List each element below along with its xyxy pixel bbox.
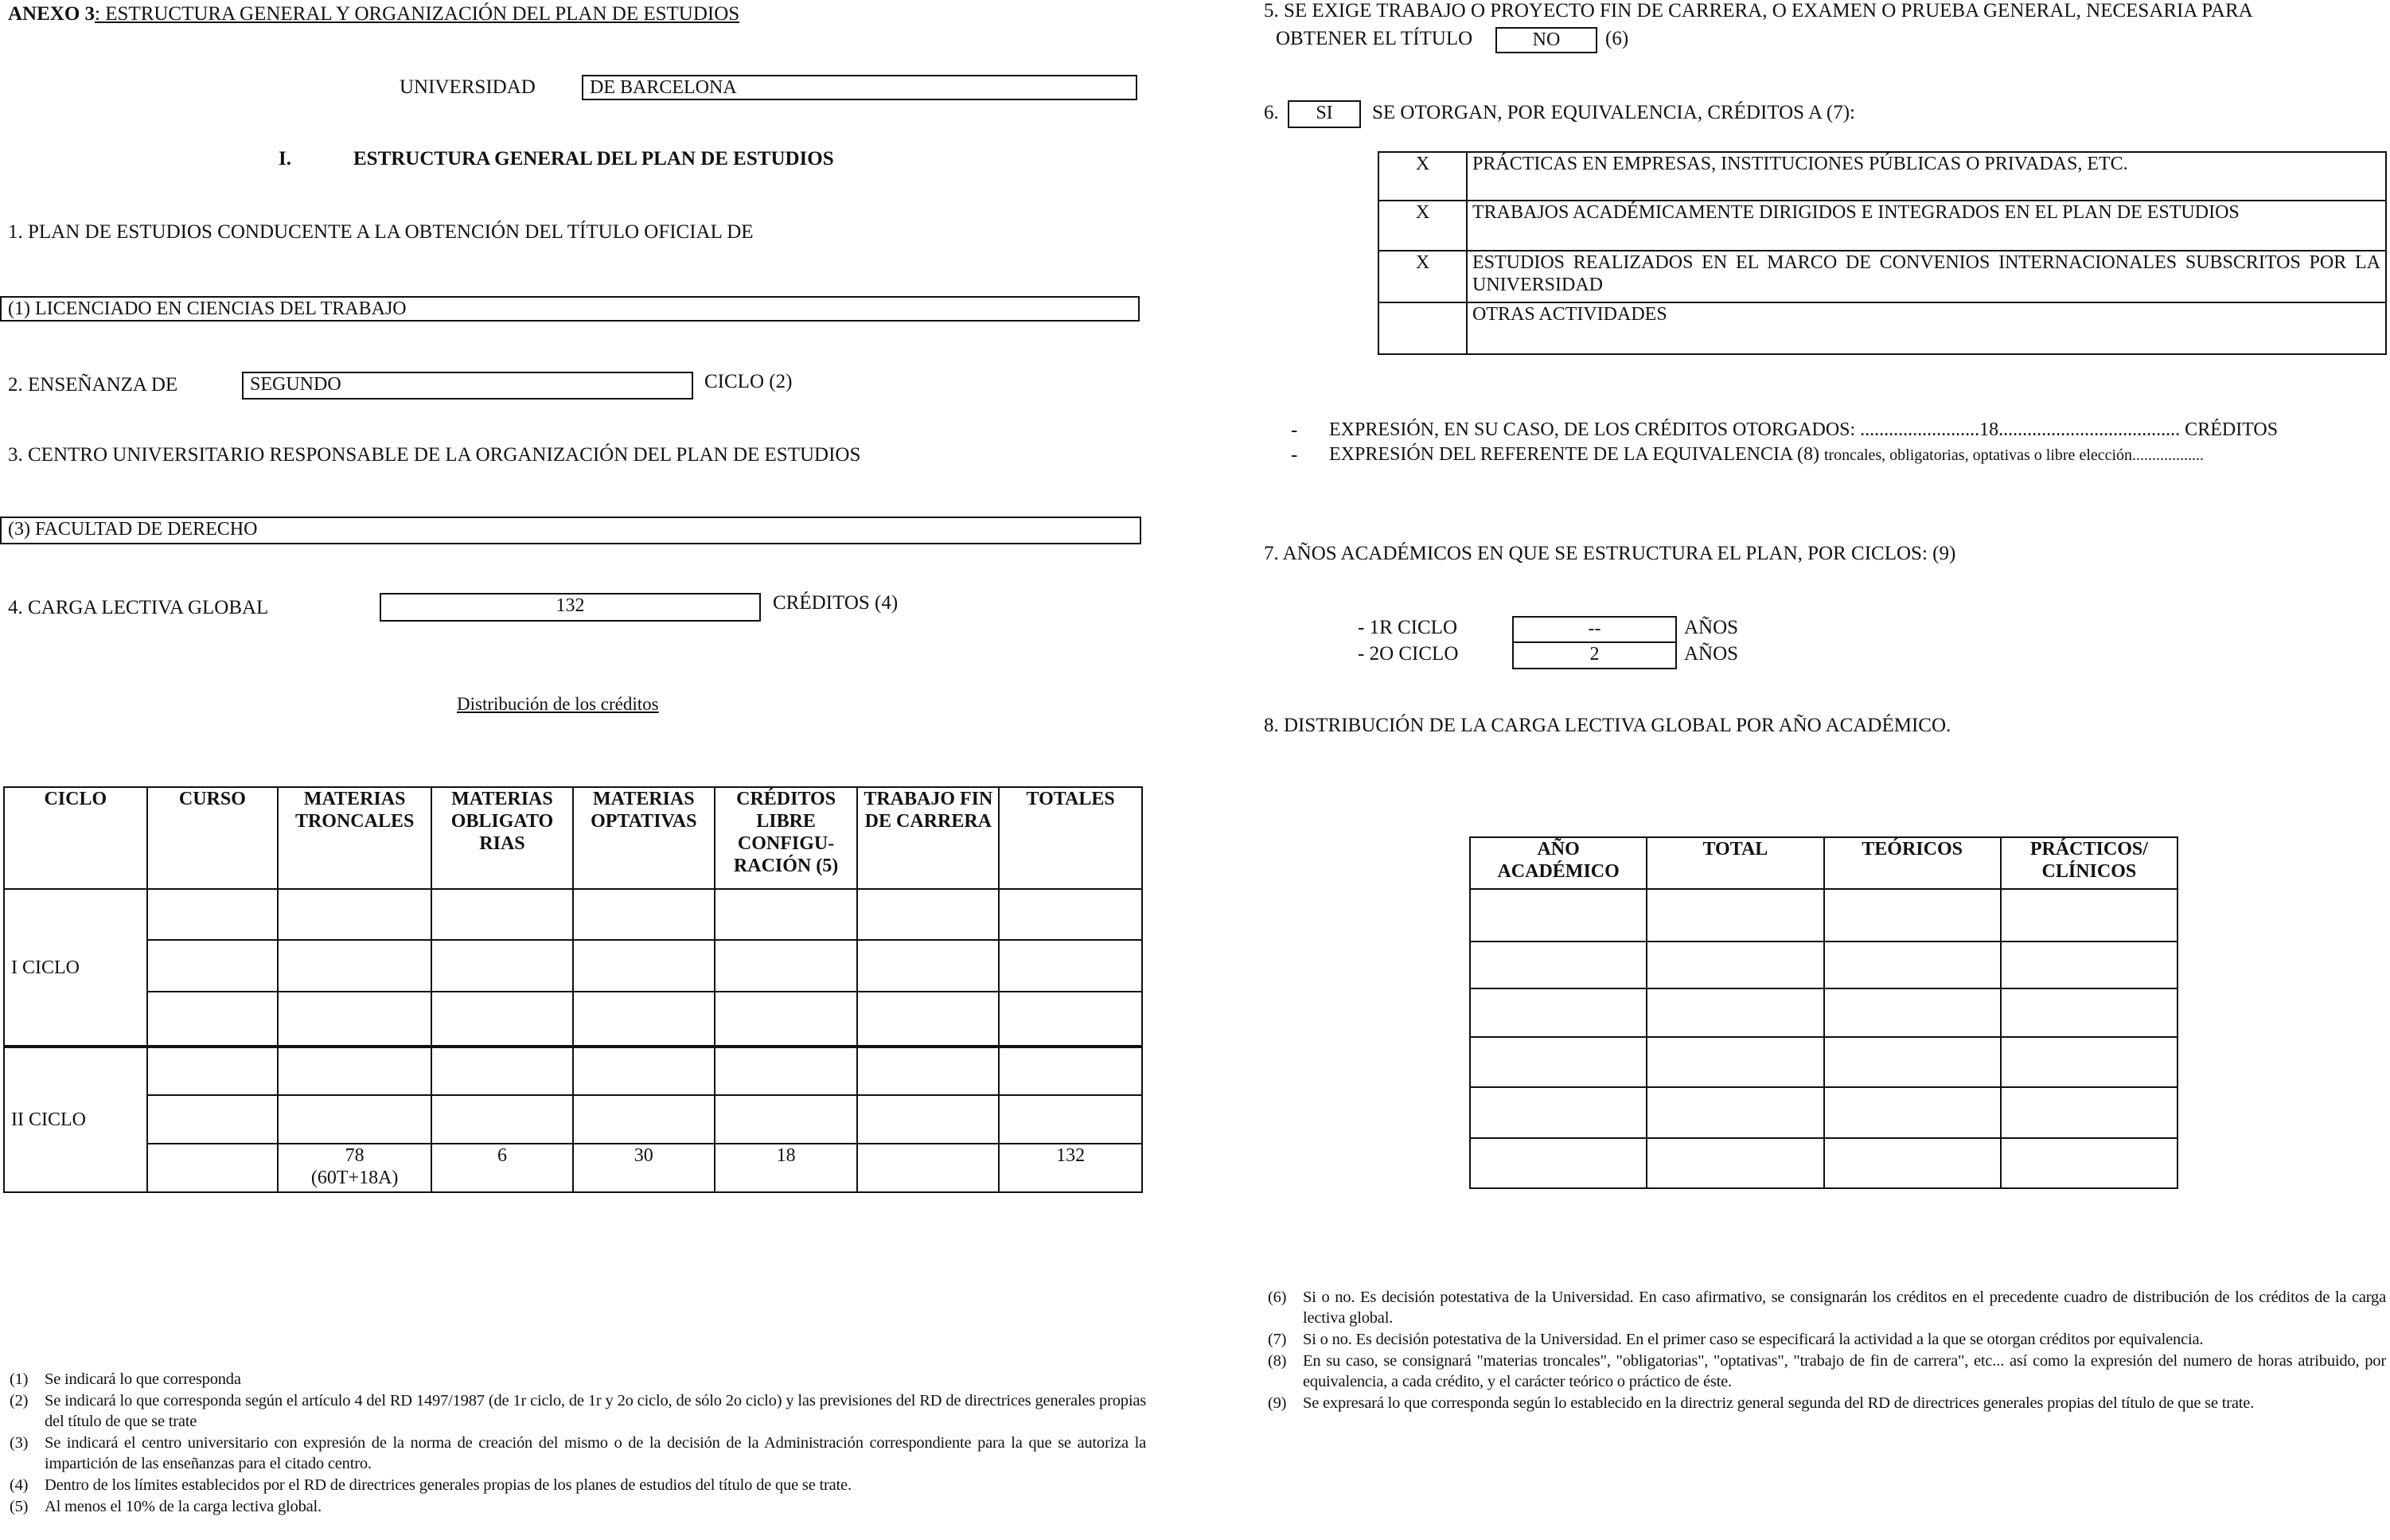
column-header: CRÉDITOS LIBRE CONFIGU- RACIÓN (5) (715, 787, 858, 889)
footnote-text: Se indicará el centro universitario con expresión de la norma de creación del mismo o de la decisión de la Administración correspondiente para la que se autoriza la impartición de las enseñanzas para el citado centro. (45, 1434, 1146, 1472)
table-cell (1470, 889, 1647, 942)
equivalence-mark (1378, 302, 1467, 354)
q7-row2-unit: AÑOS (1684, 643, 1739, 665)
column-header: TOTALES (999, 787, 1142, 889)
footnote (10, 1390, 1146, 1432)
q4-field: 132 (380, 593, 761, 622)
equivalence-text: TRABAJOS ACADÉMICAMENTE DIRIGIDOS E INTEGRADOS EN EL PLAN DE ESTUDIOS (1467, 201, 2386, 251)
table-cell (2001, 889, 2178, 942)
table-cell (1647, 1087, 1823, 1138)
q5-field: NO (1495, 27, 1597, 53)
equivalence-row (1378, 152, 2386, 201)
distribution-title: Distribución de los créditos (457, 694, 659, 714)
table-row (1470, 988, 2178, 1037)
table-cell (715, 992, 858, 1047)
table-cell (147, 889, 279, 940)
footnote-text: Al menos el 10% de la carga lectiva global. (45, 1498, 322, 1515)
equivalence-row (1378, 251, 2386, 302)
q1-label: 1. PLAN DE ESTUDIOS CONDUCENTE A LA OBTENCIÓN DEL TÍTULO OFICIAL DE (8, 221, 754, 243)
footnote-number: (9) (1268, 1394, 1287, 1412)
table-cell (147, 1144, 279, 1192)
table-cell (573, 889, 715, 940)
footnote-number: (1) (10, 1370, 29, 1388)
table-cell (431, 940, 573, 992)
q2-field: SEGUNDO (242, 372, 693, 400)
q2-label: 2. ENSEÑANZA DE (8, 374, 178, 396)
annex-heading (8, 3, 739, 25)
universidad-label: UNIVERSIDAD (400, 76, 536, 98)
table-cell (715, 1095, 858, 1144)
table-cell (999, 940, 1142, 992)
q3-field: (3) FACULTAD DE DERECHO (0, 517, 1141, 544)
table-cell (1470, 1138, 1647, 1188)
table-cell (147, 1047, 279, 1095)
q7-row2-field: 2 (1512, 641, 1677, 669)
q7-row2-label: - 2O CICLO (1358, 643, 1459, 665)
table-row (4, 1095, 1142, 1144)
table-row (1470, 942, 2178, 988)
q4-suffix: CRÉDITOS (4) (773, 592, 899, 614)
table-cell (1470, 1037, 1647, 1087)
table-cell: 6 (431, 1144, 573, 1192)
table-cell (1647, 1138, 1823, 1188)
footnote (1268, 1393, 2386, 1413)
q6-number: 6. (1264, 102, 1279, 123)
table-cell (147, 1095, 279, 1144)
table-cell (1647, 1037, 1823, 1087)
column-header: CICLO (4, 787, 147, 889)
table-cell: 132 (999, 1144, 1142, 1192)
footnote-number: (7) (1268, 1331, 1287, 1348)
table-cell (999, 1095, 1142, 1144)
footnote (10, 1433, 1146, 1474)
footnote-text: Se indicará lo que corresponda según el artículo 4 del RD 1497/1987 (de 1r ciclo, de 1r y 2o ciclo, de sólo 2o ciclo) y las previsiones del RD de directrices generales propias del título de que se trate (45, 1392, 1146, 1430)
table-cell (1824, 942, 2001, 988)
annex-label: ANEXO 3 (8, 3, 96, 25)
table-cell (1470, 942, 1647, 988)
table-cell (1824, 988, 2001, 1037)
table-cell (1824, 1087, 2001, 1138)
expr1-dash: - (1291, 419, 1298, 441)
q2-suffix: CICLO (2) (704, 371, 793, 392)
column-header: CURSO (147, 787, 279, 889)
q7-row1-label: - 1R CICLO (1358, 617, 1457, 638)
section-number: I. (279, 148, 291, 170)
footnote-number: (6) (1268, 1289, 1287, 1306)
footnote-number: (2) (10, 1392, 29, 1409)
table-cell (857, 1095, 999, 1144)
credits-distribution-table (3, 786, 1143, 1193)
table-cell (2001, 1138, 2178, 1188)
q8-label: 8. DISTRIBUCIÓN DE LA CARGA LECTIVA GLOBAL POR AÑO ACADÉMICO. (1264, 715, 1951, 736)
footnote-number: (3) (10, 1434, 29, 1452)
footnote (1268, 1351, 2386, 1392)
equivalence-row (1378, 302, 2386, 354)
footnote (1268, 1329, 2386, 1350)
column-header: MATERIAS OPTATIVAS (573, 787, 715, 889)
expr1-text: EXPRESIÓN, EN SU CASO, DE LOS CRÉDITOS OTORGADOS: .........................18...................................... CRÉDITOS (1329, 419, 2279, 440)
table-cell (857, 992, 999, 1047)
table-cell (278, 889, 431, 940)
q5-line2: OBTENER EL TÍTULO (1276, 28, 1473, 49)
footnote-text: Se expresará lo que corresponda según lo establecido en la directriz general segunda del RD de directrices generales propias del título de que se trate. (1303, 1394, 2255, 1412)
q1-field: (1) LICENCIADO EN CIENCIAS DEL TRABAJO (0, 296, 1140, 322)
footnote-text: Se indicará lo que corresponda (45, 1370, 241, 1388)
column-header: MATERIAS OBLIGATO RIAS (431, 787, 573, 889)
table-cell (999, 889, 1142, 940)
table-cell (1470, 1087, 1647, 1138)
table-cell (715, 1047, 858, 1095)
section-title: ESTRUCTURA GENERAL DEL PLAN DE ESTUDIOS (353, 148, 834, 170)
table-cell (999, 992, 1142, 1047)
right-footnotes (1268, 1287, 2386, 1414)
table-cell: 78 (60T+18A) (278, 1144, 431, 1192)
table-row (4, 889, 1142, 940)
table-cell (278, 940, 431, 992)
table-cell (1824, 1138, 2001, 1188)
table-cell (999, 1047, 1142, 1095)
expr2-value: troncales, obligatorias, optativas o libre elección.................. (1823, 446, 2205, 464)
table-row (1470, 1138, 2178, 1188)
q7-label: 7. AÑOS ACADÉMICOS EN QUE SE ESTRUCTURA EL PLAN, POR CICLOS: (9) (1264, 543, 1956, 564)
table-cell (1824, 1037, 2001, 1087)
equivalence-mark: X (1378, 152, 1467, 201)
table-cell (278, 992, 431, 1047)
table-row (4, 1047, 1142, 1095)
equivalence-text: PRÁCTICAS EN EMPRESAS, INSTITUCIONES PÚBLICAS O PRIVADAS, ETC. (1467, 152, 2386, 201)
table-cell (431, 1047, 573, 1095)
table-row (4, 1144, 1142, 1192)
column-header: TEÓRICOS (1824, 837, 2001, 889)
q5-line1: 5. SE EXIGE TRABAJO O PROYECTO FIN DE CARRERA, O EXAMEN O PRUEBA GENERAL, NECESARIA PARA (1264, 0, 2253, 21)
equivalence-table (1378, 151, 2387, 355)
table-cell (147, 992, 279, 1047)
table-cell (1824, 889, 2001, 942)
header-row (4, 787, 1142, 889)
table-cell (431, 992, 573, 1047)
footnote (10, 1369, 1146, 1390)
column-header: TRABAJO FIN DE CARRERA (857, 787, 999, 889)
footnote-text: Dentro de los límites establecidos por el RD de directrices generales propias de los planes de estudios del título de que se trate. (45, 1476, 852, 1494)
table-row (4, 940, 1142, 992)
table-cell: 30 (573, 1144, 715, 1192)
equivalence-mark: X (1378, 251, 1467, 302)
table-cell (1647, 942, 1823, 988)
equivalence-row (1378, 201, 2386, 251)
footnote-text: Si o no. Es decisión potestativa de la Universidad. En caso afirmativo, se consignarán los créditos en el precedente cuadro de distribución de los créditos de la carga lectiva global. (1303, 1289, 2386, 1327)
table-row (4, 992, 1142, 1047)
yearly-load-table (1469, 836, 2178, 1189)
footnote-text: Si o no. Es decisión potestativa de la Universidad. En el primer caso se especificará la actividad a la que se otorgan créditos por equivalencia. (1303, 1331, 2204, 1348)
table-cell (1647, 988, 1823, 1037)
footnote-text: En su caso, se consignará "materias troncales", "obligatorias", "optativas", "trabajo de fin de carrera", etc... así como la expresión del numero de horas atribuido, por equivalencia, a cada crédito, y el carácter teórico o práctico de éste. (1303, 1352, 2386, 1390)
footnote (1268, 1287, 2386, 1328)
footnote (10, 1496, 1146, 1517)
table-cell (278, 1047, 431, 1095)
footnote-number: (4) (10, 1476, 29, 1494)
q6-field: SI (1288, 100, 1361, 128)
table-cell (431, 889, 573, 940)
column-header: MATERIAS TRONCALES (278, 787, 431, 889)
expr2-label: EXPRESIÓN DEL REFERENTE DE LA EQUIVALENCIA (8) (1329, 444, 1824, 465)
equivalence-text: ESTUDIOS REALIZADOS EN EL MARCO DE CONVENIOS INTERNACIONALES SUBSCRITOS POR LA UNIVERSIDAD (1467, 251, 2386, 302)
footnote-number: (5) (10, 1498, 29, 1515)
table-cell (857, 889, 999, 940)
footnote-number: (8) (1268, 1352, 1287, 1370)
table-row (1470, 889, 2178, 942)
table-row (1470, 1037, 2178, 1087)
column-header: PRÁCTICOS/ CLÍNICOS (2001, 837, 2178, 889)
table-cell (431, 1095, 573, 1144)
table-row (1470, 1087, 2178, 1138)
left-footnotes (10, 1369, 1146, 1518)
equivalence-text: OTRAS ACTIVIDADES (1467, 302, 2386, 354)
cycle-label: II CICLO (4, 1047, 147, 1192)
table-cell (1647, 889, 1823, 942)
table-cell (857, 1144, 999, 1192)
expr2-dash: - (1291, 444, 1298, 466)
q7-row1-unit: AÑOS (1684, 617, 1739, 638)
table-cell (2001, 942, 2178, 988)
table-cell (857, 940, 999, 992)
cycle-label: I CICLO (4, 889, 147, 1047)
q7-row1-field: -- (1512, 616, 1677, 643)
q6-label: SE OTORGAN, POR EQUIVALENCIA, CRÉDITOS A (7): (1372, 102, 1855, 123)
table-cell: 18 (715, 1144, 858, 1192)
table-cell (2001, 1037, 2178, 1087)
table-cell (573, 940, 715, 992)
table-cell (857, 1047, 999, 1095)
expr2-text (1329, 444, 2204, 466)
table-cell (2001, 988, 2178, 1037)
table-cell (715, 940, 858, 992)
table-cell (278, 1095, 431, 1144)
q5-suffix: (6) (1605, 28, 1629, 49)
annex-title: : ESTRUCTURA GENERAL Y ORGANIZACIÓN DEL PLAN DE ESTUDIOS (95, 3, 740, 25)
q4-label: 4. CARGA LECTIVA GLOBAL (8, 597, 269, 618)
table-cell (573, 992, 715, 1047)
header-row (1470, 837, 2178, 889)
column-header: AÑO ACADÉMICO (1470, 837, 1647, 889)
column-header: TOTAL (1647, 837, 1823, 889)
table-cell (2001, 1087, 2178, 1138)
universidad-field: DE BARCELONA (582, 75, 1137, 100)
table-cell (147, 940, 279, 992)
footnote (10, 1475, 1146, 1495)
table-cell (573, 1047, 715, 1095)
table-cell (573, 1095, 715, 1144)
q3-label: 3. CENTRO UNIVERSITARIO RESPONSABLE DE LA ORGANIZACIÓN DEL PLAN DE ESTUDIOS (8, 444, 861, 466)
table-cell (715, 889, 858, 940)
equivalence-mark: X (1378, 201, 1467, 251)
table-cell (1470, 988, 1647, 1037)
